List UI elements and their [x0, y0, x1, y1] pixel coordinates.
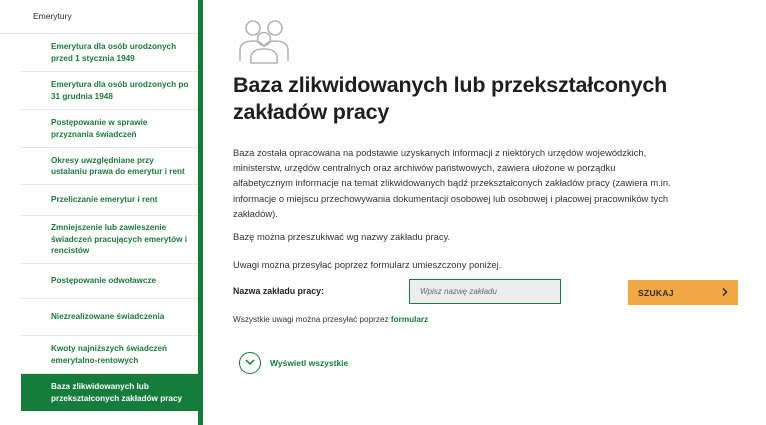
sidebar-header[interactable]: Emerytury [0, 0, 200, 34]
sidebar-item-emerytura-po-1948[interactable]: Emerytura dla osób urodzonych po 31 grudnia 1948 [21, 72, 200, 110]
company-name-input[interactable] [409, 279, 561, 304]
search-button-label: SZUKAJ [638, 287, 674, 298]
intro-paragraph: Baza została opracowana na podstawie uzyskanych informacji z niektórych urzędów wojewódzkich, ministerstw, urzędów centralnych oraz archiwów państwowych, zawiera ułożone w porządku alfabetycznym informacje na temat zlikwidowanych bądź przekształconych zakładów pracy (zawiera m.in. informacje o miejscu przechowywania dokumentacji osobowej lub osobowej i płacowej pracowników tych zakładów). [233, 147, 671, 219]
sidebar-divider [198, 0, 203, 425]
sidebar-item-postepowanie-odwolawcze[interactable]: Postępowanie odwoławcze [21, 264, 200, 299]
sidebar-item-emerytura-przed-1949[interactable]: Emerytura dla osób urodzonych przed 1 stycznia 1949 [21, 34, 200, 72]
show-all-toggle[interactable] [239, 352, 261, 374]
sidebar-item-przeliczanie[interactable]: Przeliczanie emerytur i rent [21, 185, 200, 216]
search-label: Nazwa zakładu pracy: [233, 286, 324, 296]
remarks-hint-paragraph: Uwagi można przesyłać poprzez formularz umieszczony poniżej. [233, 259, 502, 270]
sidebar-item-okresy-uwzgledniane[interactable]: Okresy uwzględniane przy ustalaniu prawa do emerytur i rent [21, 148, 200, 185]
people-group-icon [236, 15, 292, 65]
sidebar-item-postepowanie-przyznania[interactable]: Postępowanie w sprawie przyznania świadczeń [21, 110, 200, 148]
sidebar-item-niezrealizowane[interactable]: Niezrealizowane świadczenia [21, 299, 200, 336]
show-all-link[interactable]: Wyświetl wszystkie [270, 358, 349, 368]
remarks-line [233, 315, 428, 324]
chevron-right-icon [720, 287, 730, 297]
page-title: Baza zlikwidowanych lub przekształconych zakładów pracy [233, 73, 668, 124]
sidebar-item-zmniejszenie-zawieszenie[interactable]: Zmniejszenie lub zawieszenie świadczeń pracujących emerytów i rencistów [21, 216, 200, 264]
sidebar-nav [0, 0, 200, 425]
remarks-form-link[interactable]: formularz [390, 315, 429, 324]
search-hint-paragraph: Bazę można przeszukiwać wg nazwy zakładu pracy. [233, 231, 451, 242]
sidebar-item-baza-zakladow[interactable]: Baza zlikwidowanych lub przekształconych zakładów pracy [21, 374, 200, 411]
chevron-down-icon [245, 359, 255, 366]
sidebar-item-kwoty-najnizszych[interactable]: Kwoty najniższych świadczeń emerytalno-rentowych [21, 336, 200, 374]
remarks-text: Wszystkie uwagi można przesyłać poprzez [233, 315, 391, 324]
search-button[interactable] [628, 280, 738, 305]
